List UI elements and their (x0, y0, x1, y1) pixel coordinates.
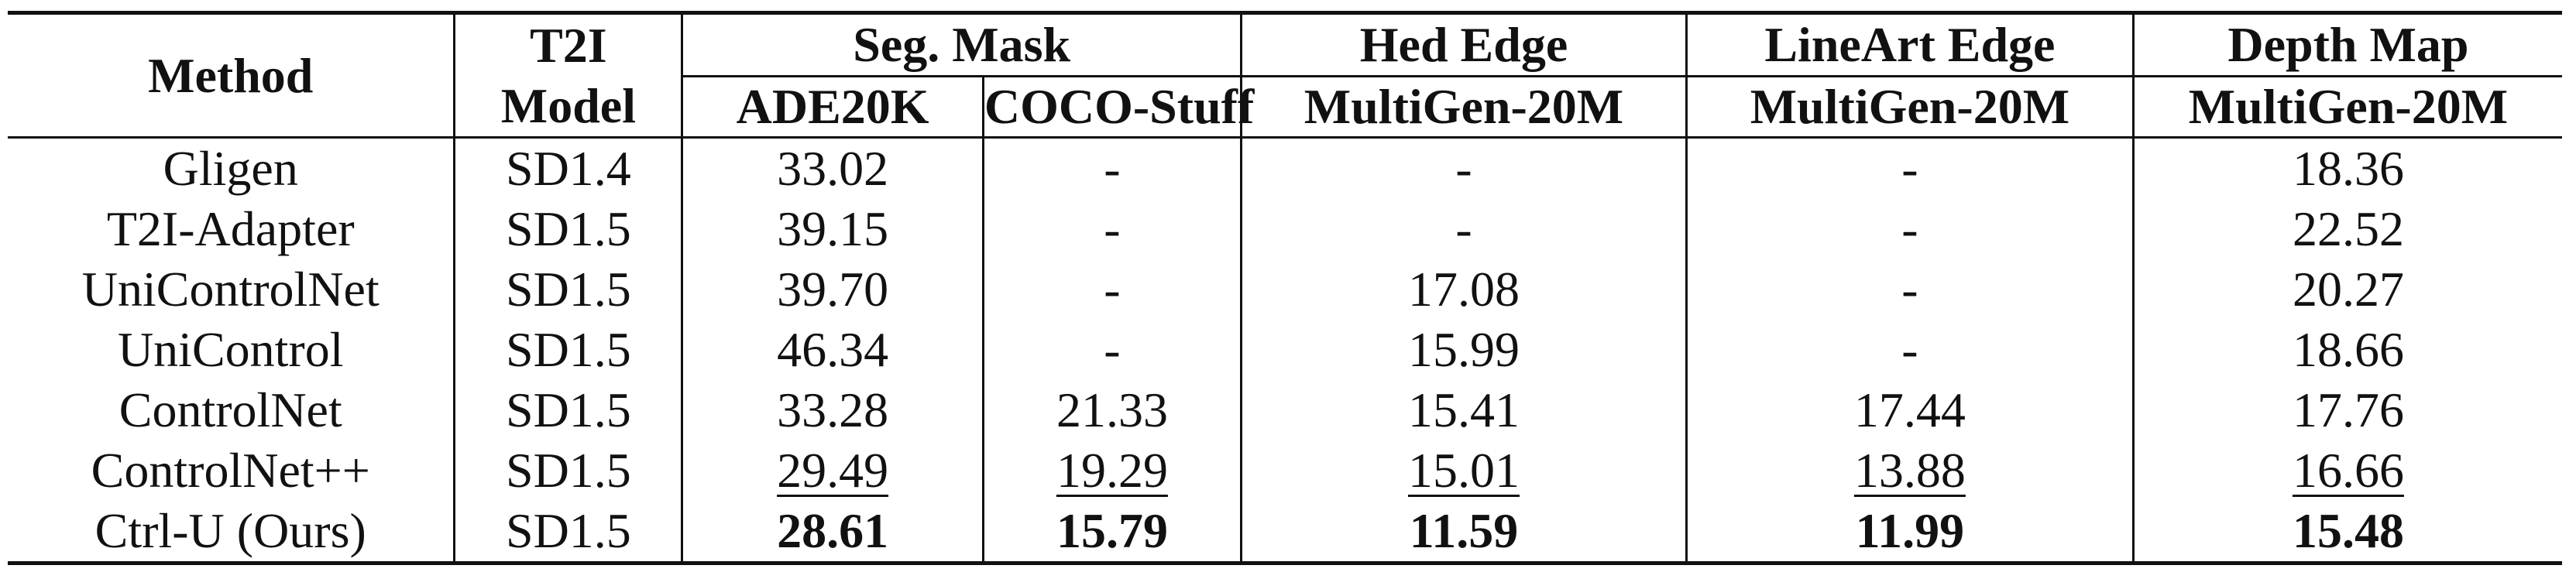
model-cell: SD1.5 (455, 440, 682, 501)
table-row (8, 199, 2562, 259)
coco-cell: - (983, 199, 1241, 259)
depth-cell: 17.76 (2133, 380, 2562, 440)
coco-cell: - (983, 259, 1241, 320)
hed-value-second-best: 15.01 (1407, 443, 1520, 498)
depth-cell: 22.52 (2133, 199, 2562, 259)
ade20k-value-best: 28.61 (682, 501, 984, 564)
ade20k-cell: 46.34 (682, 320, 984, 380)
lineart-edge-header: LineArt Edge (1686, 13, 2133, 77)
lineart-cell: 17.44 (1686, 380, 2133, 440)
ade20k-header: ADE20K (682, 77, 984, 138)
method-cell: Ctrl-U (Ours) (8, 501, 455, 564)
depth-map-header: Depth Map (2133, 13, 2562, 77)
coco-cell: - (983, 138, 1241, 200)
seg-mask-header: Seg. Mask (682, 13, 1242, 77)
ade20k-cell: 39.70 (682, 259, 984, 320)
coco-cell: - (983, 320, 1241, 380)
ade20k-cell: 33.02 (682, 138, 984, 200)
coco-value-second-best: 19.29 (1056, 443, 1168, 498)
method-cell: T2I-Adapter (106, 201, 355, 256)
depth-value-second-best: 16.66 (2292, 443, 2404, 498)
lineart-value-best: 11.99 (1686, 501, 2133, 564)
method-cell: ControlNet++ (91, 443, 370, 498)
lineart-value-second-best: 13.88 (1853, 443, 1966, 498)
hed-value-best: 11.59 (1242, 501, 1687, 564)
model-cell: SD1.4 (455, 138, 682, 200)
table-row (8, 501, 2562, 564)
depth-cell: 18.66 (2133, 320, 2562, 380)
table-row (8, 259, 2562, 320)
t2i-header-line2: Model (455, 77, 682, 138)
model-cell: SD1.5 (455, 259, 682, 320)
method-cell: ControlNet (118, 382, 342, 437)
model-cell: SD1.5 (455, 380, 682, 440)
lineart-cell: - (1686, 320, 2133, 380)
coco-stuff-header: COCO-Stuff (983, 77, 1241, 138)
hed-edge-header: Hed Edge (1242, 13, 1687, 77)
model-cell: SD1.5 (455, 199, 682, 259)
table-row (8, 380, 2562, 440)
hed-cell: - (1242, 199, 1687, 259)
table-row (8, 320, 2562, 380)
lineart-dataset-header: MultiGen-20M (1686, 77, 2133, 138)
results-table (8, 11, 2562, 565)
model-cell: SD1.5 (455, 320, 682, 380)
hed-cell: 15.99 (1242, 320, 1687, 380)
coco-value-best: 15.79 (983, 501, 1241, 564)
method-cell: Gligen (8, 138, 455, 200)
method-header: Method (8, 13, 455, 138)
hed-cell: - (1242, 138, 1687, 200)
t2i-header-line1: T2I (455, 13, 682, 77)
method-cell: UniControl (117, 322, 344, 377)
model-cell: SD1.5 (455, 501, 682, 564)
lineart-cell: - (1686, 199, 2133, 259)
depth-value-best: 15.48 (2133, 501, 2562, 564)
depth-dataset-header: MultiGen-20M (2133, 77, 2562, 138)
lineart-cell: - (1686, 138, 2133, 200)
header-row-1 (8, 13, 2562, 77)
hed-cell: 17.08 (1242, 259, 1687, 320)
ade20k-cell: 33.28 (682, 380, 984, 440)
ade20k-cell: 39.15 (682, 199, 984, 259)
hed-dataset-header: MultiGen-20M (1242, 77, 1687, 138)
table-row (8, 440, 2562, 501)
depth-cell: 20.27 (2133, 259, 2562, 320)
table-row (8, 138, 2562, 200)
method-cell: UniControlNet (81, 262, 380, 317)
coco-cell: 21.33 (983, 380, 1241, 440)
ade20k-value-second-best: 29.49 (777, 443, 889, 498)
lineart-cell: - (1686, 259, 2133, 320)
depth-cell: 18.36 (2133, 138, 2562, 200)
hed-cell: 15.41 (1242, 380, 1687, 440)
